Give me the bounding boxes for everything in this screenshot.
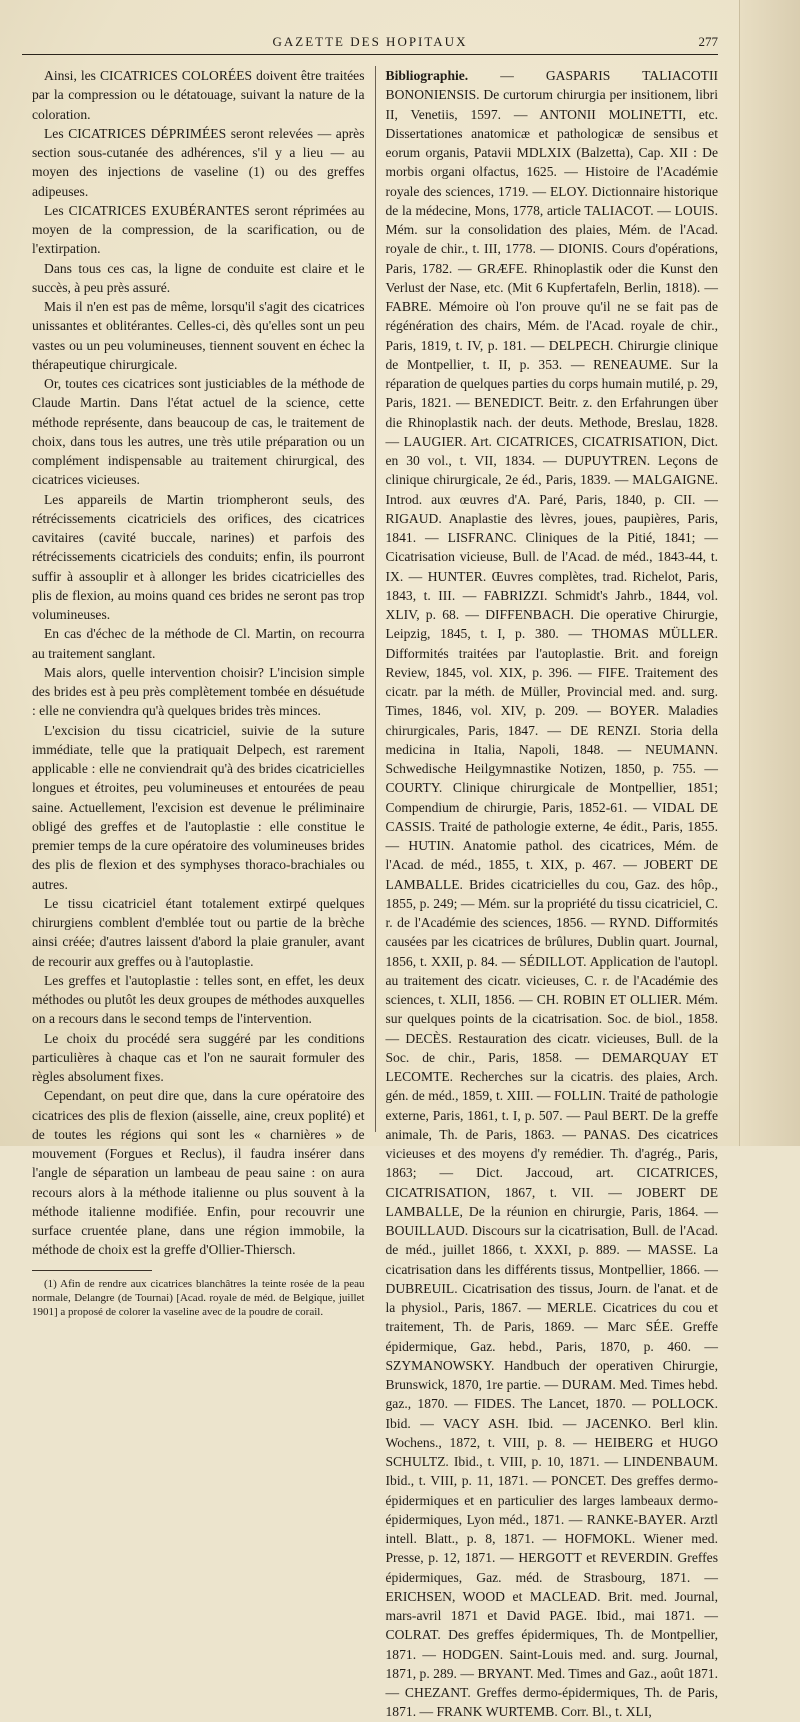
right-column: [375, 66, 719, 1720]
paragraph: Mais alors, quelle intervention choisir? L'incision simple des brides est à peu près complètement tombée en désuétude : elle ne conviendra qu'à quelques brides très minces.: [32, 664, 365, 719]
bibliography-title: Bibliographie.: [385, 68, 469, 83]
paragraph: Les greffes et l'autoplastie : telles sont, en effet, les deux méthodes ou plutôt les deux groupes de méthodes auxquelles on a recours dans le second temps de l'intervention.: [32, 972, 365, 1027]
paragraph: Les appareils de Martin triompheront seuls, des rétrécissements cicatriciels des orifices, des cicatrices cavitaires (cavité buccale, narines) et parfois des rétrécissements cicatriciels des conduits; enfin, ils pourront suffir à assouplir et à allonger les brides cicatricielles des plis de flexion, au moins quand ces brides ne seront pas trop volumineuses.: [32, 491, 365, 622]
paragraph: Les CICATRICES DÉPRIMÉES seront relevées — après section sous-cutanée des adhérences, s'il y a lieu — au moyen des injections de vaseline (1) ou des greffes adipeuses.: [32, 125, 365, 199]
left-column: [18, 66, 365, 1318]
footnote: (1) Afin de rendre aux cicatrices blanchâtres la teinte rosée de la peau normale, Delangre (de Tournai) [Acad. royale de méd. de Belgique, juillet 1901] a proposé de colorer la vaseline avec de la poudre de corail.: [32, 1277, 365, 1318]
paragraph: Les CICATRICES EXUBÉRANTES seront réprimées au moyen de la compression, de la scarification, ou de l'extirpation.: [32, 202, 365, 257]
paragraph: Cependant, on peut dire que, dans la cure opératoire des cicatrices des plis de flexion (aisselle, aine, creux poplité) et de toutes les régions qui sont les « charnières » de mouvement (Forgues et Reclus), il faudra insérer dans l'angle de séparation un lambeau de peau saine : on aura recours alors à la méthode italienne ou plus souvent à la méthode italienne modifiée. Enfin, pour recouvrir une surface cruentée plane, dans une région immobile, la méthode de choix est la greffe d'Ollier-Thiersch.: [32, 1088, 365, 1258]
paragraph: Or, toutes ces cicatrices sont justiciables de la méthode de Claude Martin. Dans l'état actuel de la science, cette méthode représente, dans beaucoup de cas, le traitement de choix, dans tous les autres, une très utile préparation ou un complément indispensable au traitement chirurgical, des cicatrices vicieuses.: [32, 376, 365, 488]
paragraph: Mais il n'en est pas de même, lorsqu'il s'agit des cicatrices unissantes et oblitérantes. Celles-ci, dès qu'elles sont un peu vastes ou un peu volumineuses, tiennent souvent en échec la thérapeutique chirurgicale.: [32, 299, 365, 372]
paragraph: Ainsi, les CICATRICES COLORÉES doivent être traitées par la compression ou le détatouage, suivant la nature de la coloration.: [32, 68, 365, 122]
page-header: [22, 32, 718, 55]
page-edge: [739, 0, 800, 1146]
paragraph: Le tissu cicatriciel étant totalement extirpé quelques chirurgiens comblent d'emblée tout ou partie de la brèche ainsi créée; d'autres laissent d'abord la plaie granuler, avant de recourir aux greffes ou à l'autoplastie.: [32, 895, 365, 969]
footnote-rule: [32, 1270, 152, 1271]
paragraph: Le choix du procédé sera suggéré par les conditions particulières à chaque cas et l'on ne saurait formuler des règles absolument fixes.: [32, 1030, 365, 1084]
paragraph: Dans tous ces cas, la ligne de conduite est claire et le succès, à peu près assuré.: [32, 260, 365, 295]
bibliography-text: — GASPARIS TALIACOTII BONONIENSIS. De curtorum chirurgia per insitionem, libri II, Venetiis, 1597. — ANTONII MOLINETTI, etc. Dissertationes anatomicæ et pathologicæ de sensibus et eorum organis, Patavii MDLXIX (Balzetta), Cap. XII : De morbis organi olfactus, 1625. — Histoire de l'Académie royale des sciences, 1719. — ELOY. Dictionnaire historique de la médecine, Mons, 1778, article TALIACOT. — LOUIS. Mém. sur la consolidation des plaies, Mém. de l'Acad. royale de chir., t. III, 1778. — DIONIS. Cours d'opérations, Paris, 1782. — GRÆFE. Rhinoplastik oder die Kunst den Verlust der Nase, etc. (Mit 6 Kupfertafeln, Berlin, 1818). — FABRE. Mémoire où l'on prouve qu'il ne se fait pas de régénération des chairs, Mém. de l'Acad. royale de chir., Paris, 1819, t. IV, p. 181. — DELPECH. Chirurgie clinique de Montpellier, t. II, p. 353. — RENEAUME. Sur la réparation de quelques parties du corps humain mutilé, p. 29, Paris, 1821. — BENEDICT. Beitr. z. den Erfahrungen über die Rhinoplastik nach. der deuts. Methode, Breslau, 1828. — LAUGIER. Art. CICATRICES, CICATRISATION, Dict. en 30 vol., t. VII, 1834. — DUPUYTREN. Leçons de clinique chirurgicale, 2e éd., Paris, 1839. — MALGAIGNE. Introd. aux œuvres d'A. Paré, Paris, 1840, p. CII. — RIGAUD. Anaplastie des lèvres, joues, paupières, Paris, 1841. — LISFRANC. Cliniques de la Pitié, 1841; — Cicatrisation vicieuse, Bull. de l'Acad. de méd., 1843-44, t. IX. — HUNTER. Œuvres complètes, trad. Richelot, Paris, 1843, t. III. — FABRIZZI. Schmidt's Jahrb., 1844, vol. XLIV, p. 68. — DIFFENBACH. Die operative Chirurgie, Leipzig, 1845, t. I, p. 380. — THOMAS MÜLLER. Difformités traitées par l'autoplastie. Brit. and foreign Review, 1845, vol. XIX, p. 396. — FIFE. Traitement des cicatr. par la méth. de Müller, Provincial med. and. surg. Times, 1846, vol. XIV, p. 209. — BOYER. Maladies chirurgicales, Paris, 1847. — DE RENZI. Storia della medicina in Italia, Napoli, 1848. — NEUMANN. Schwedische Heilgymnastike Notizen, 1850, p. 755. — COURTY. Clinique chirurgicale de Montpellier, 1851; Compendium de chirurgie, Paris, 1852-61. — VIDAL DE CASSIS. Traité de pathologie externe, 4e édit., Paris, 1855. — HUTIN. Anatomie pathol. des cicatrices, Mém. de l'Acad. de méd., 1855, t. XIX, p. 467. — JOBERT DE LAMBALLE. Brides cicatricielles du cou, Gaz. des hôp., 1855, p. 249; — Mém. sur la propriété du tissu cicatriciel, C. r. de l'Académie des sciences, 1856. — RYND. Difformités causées par les cicatrices de brûlures, Dublin quart. Journal, 1856, t. XXII, p. 84. — SÉDILLOT. Application de l'autopl. au traitement des cicatr. vicieuses, C. r. de l'Académie des sciences, t. XLII, 1856. — CH. ROBIN ET OLLIER. Mém. sur quelques points de la cicatrisation. Soc. de biol., 1858. — DECÈS. Restauration des cicatr. vicieuses, Bull. de la Soc. de chir., Paris, 1858. — DEMARQUAY ET LECOMTE. Recherches sur la cicatris. des plaies, Arch. gén. de méd., 1859, t. XIII. — FOLLIN. Traité de pathologie externe, Paris, 1861, t. I, p. 507. — Paul BERT. De la greffe animale, Th. de Paris, 1863. — PANAS. Des cicatrices vicieuses et des moyens d'y remédier. Th. d'agrég., Paris, 1863; — Dict. Jaccoud, art. CICATRICES, CICATRISATION, 1867, t. VII. — JOBERT DE LAMBALLE, De la réunion en chirurgie, Paris, 1864. — BOUILLAUD. Discours sur la cicatrisation, Bull. de l'Acad. de méd., juillet 1866, t. XXXI, p. 889. — MASSE. La cicatrisation dans les différents tissus, Montpellier, 1866. — DUBREUIL. Cicatrisation des tissus, Journ. de l'anat. et de la physiol., Paris, 1867. — MERLE. Cicatrices du cou et traitement, Th. de Paris, 1869. — Marc SÉE. Greffe épidermique, Gaz. hebd., Paris, 1870, p. 460. — SZYMANOWSKY. Handbuch der operativen Chirurgie, Brunswick, 1870, 1re partie. — DURAM. Med. Times hebd. gaz., 1870. — FIDES. The Lancet, 1870. — POLLOCK. Ibid. — VACY ASH. Ibid. — JACENKO. Berl klin. Wochens., 1872, t. VIII, p. 8. — HEIBERG et HUGO SCHULTZ. Ibid., t. VIII, p. 10, 1871. — LINDENBAUM. Ibid., t. VIII, p. 11, 1871. — PONCET. Des greffes dermo-épidermiques et en particulier des larges lambeaux dermo-épidermiques, Lyon méd., 1871. — RANKE-BAYER. Arztl intell. Blatt., p. 8, 1871. — HOFMOKL. Wiener med. Presse, p. 12, 1871. — HERGOTT et REVERDIN. Greffes épidermiques, Gaz. méd. de Strasbourg, 1871. — ERICHSEN, WOOD et MACLEAD. Brit. med. Journal, mars-avril 1871 et David PAGE. Ibid., mai 1871. — COLRAT. Des greffes épidermiques, Th. de Montpellier, 1871. — HODGEN. Saint-Louis med. and. surg. Journal, 1871, p. 289. — BRYANT. Med. Times and Gaz., août 1871. — CHEZANT. Greffes dermo-épidermiques, Th. de Paris, 1871. — FRANK WURTEMB. Corr. Bl., t. XLI,: [385, 68, 718, 1720]
paragraph: L'excision du tissu cicatriciel, suivie de la suture immédiate, telle que la pratiquait Delpech, est rarement applicable : elle ne conviendrait qu'à des brides cicatricielles longues et étroites, peu volumineuses et entourées de peau saine. Actuellement, l'excision est devenue le préliminaire obligé des greffes et de l'autoplastie : elle constitue le premier temps de la cure opératoire des volumineuses brides des plis de flexion et des symphyses thoraco-brachiales ou autres.: [32, 722, 365, 892]
page-number: 277: [698, 34, 718, 49]
journal-title: GAZETTE DES HOPITAUX: [272, 34, 468, 49]
text-columns: [18, 66, 718, 1720]
paragraph: En cas d'échec de la méthode de Cl. Martin, on recourra au traitement sanglant.: [32, 626, 365, 661]
bibliography: [386, 66, 719, 1722]
